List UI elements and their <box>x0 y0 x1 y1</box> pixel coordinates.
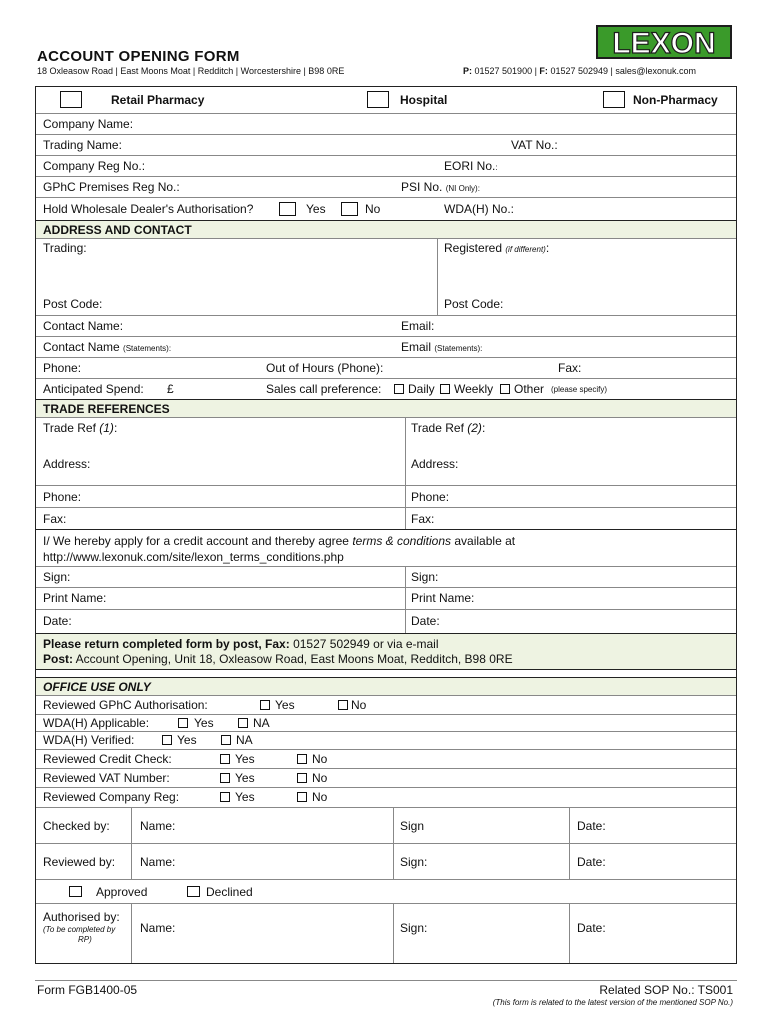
authorised-by-row[interactable] <box>36 903 736 963</box>
eori-text: EORI No. <box>444 159 496 173</box>
credit-no-checkbox[interactable] <box>297 754 307 764</box>
wholesale-row <box>36 197 736 220</box>
wda-applicable-na-checkbox[interactable] <box>238 718 248 728</box>
trade-ref-1-fax-label: Fax: <box>43 512 67 526</box>
related-sop: Related SOP No.: TS001 <box>599 983 733 997</box>
gphc-label: GPhC Premises Reg No.: <box>43 180 180 194</box>
reviewed-name-label: Name: <box>140 855 176 869</box>
authorised-divider-2 <box>393 904 394 963</box>
authorised-date-label: Date: <box>577 921 606 935</box>
return-line-1 <box>43 637 439 651</box>
please-specify-note: (please specify) <box>551 385 608 394</box>
trade-phone-row[interactable] <box>36 485 736 507</box>
eori-colon: : <box>495 163 498 172</box>
trade-references-heading: TRADE REFERENCES <box>43 402 170 416</box>
email-label: Email: <box>401 319 435 333</box>
daily-checkbox[interactable] <box>394 384 404 394</box>
wda-verified-yes-label: Yes <box>177 733 197 747</box>
wda-verified-na-label: NA <box>236 733 253 747</box>
out-of-hours-label: Out of Hours (Phone): <box>266 361 384 375</box>
wholesale-no-checkbox[interactable] <box>341 202 358 216</box>
company-reg-review-label: Reviewed Company Reg: <box>43 790 180 804</box>
office-gphc-label: Reviewed GPhC Authorisation: <box>43 698 208 712</box>
form-title: ACCOUNT OPENING FORM <box>37 48 240 65</box>
trade-ref-2-label <box>411 421 485 435</box>
approved-checkbox[interactable] <box>69 886 82 897</box>
wda-verified-yes-checkbox[interactable] <box>162 735 172 745</box>
company-reg-no-checkbox[interactable] <box>297 792 307 802</box>
gphc-yes-label: Yes <box>275 698 295 712</box>
trading-name-row[interactable] <box>36 134 736 155</box>
wda-applicable-label: WDA(H) Applicable: <box>43 716 150 730</box>
gphc-row[interactable] <box>36 176 736 197</box>
trade-ref-1-phone-label: Phone: <box>43 490 82 504</box>
other-label: Other <box>514 382 545 396</box>
vat-yes-label: Yes <box>235 771 255 785</box>
contact-name-stmt-text: Contact Name <box>43 340 120 354</box>
sign-row[interactable] <box>36 566 736 587</box>
if-different-note: (if different) <box>505 245 546 254</box>
print-name-divider <box>405 588 406 609</box>
trading-name-label: Trading Name: <box>43 138 122 152</box>
sign-label-1: Sign: <box>43 570 71 584</box>
approved-label: Approved <box>96 885 148 899</box>
email-address: sales@lexonuk.com <box>615 66 697 76</box>
form-number: Form FGB1400-05 <box>37 983 138 997</box>
authorised-sign-label: Sign: <box>400 921 428 935</box>
reviewed-sign-label: Sign: <box>400 855 428 869</box>
hospital-checkbox[interactable] <box>367 91 389 108</box>
trade-phone-divider <box>405 486 406 507</box>
office-credit-row <box>36 749 736 768</box>
address-contact-heading-row <box>36 220 736 238</box>
date-label-1: Date: <box>43 614 72 628</box>
trade-ref-2-address-label: Address: <box>411 457 459 471</box>
non-pharmacy-label: Non-Pharmacy <box>633 93 718 107</box>
wda-verified-label: WDA(H) Verified: <box>43 733 135 747</box>
statements-note-2: (Statements): <box>434 344 483 353</box>
trade-ref-1-address-label: Address: <box>43 457 91 471</box>
trade-ref-1-num: (1) <box>99 421 114 435</box>
fax-label-field: Fax: <box>558 361 582 375</box>
contact-name-label: Contact Name: <box>43 319 124 333</box>
authorised-note-1: (To be completed by <box>43 925 116 934</box>
trade-ref-1-label <box>43 421 117 435</box>
agreement-text-a: I/ We hereby apply for a credit account and thereby agree <box>43 534 349 548</box>
lexon-logo <box>596 22 732 62</box>
gphc-no-checkbox[interactable] <box>338 700 348 710</box>
terms-url[interactable]: http://www.lexonuk.com/site/lexon_terms_conditions.php <box>43 550 344 564</box>
gphc-no-label: No <box>351 698 367 712</box>
authorised-by-label: Authorised by: <box>43 910 120 924</box>
registered-address-label <box>444 241 549 255</box>
hospital-label: Hospital <box>400 93 448 107</box>
registered-post-code-label: Post Code: <box>444 297 504 311</box>
checked-sign-label: Sign <box>400 819 425 833</box>
reviewed-divider-1 <box>131 844 132 879</box>
office-use-heading: OFFICE USE ONLY <box>43 680 151 694</box>
trade-references-heading-row <box>36 399 736 417</box>
registered-text: Registered <box>444 241 503 255</box>
non-pharmacy-checkbox[interactable] <box>603 91 625 108</box>
psi-text: PSI No. <box>401 180 443 194</box>
reviewed-divider-3 <box>569 844 570 879</box>
office-wda-applicable-row <box>36 714 736 731</box>
account-type-row <box>36 87 736 113</box>
wda-verified-na-checkbox[interactable] <box>221 735 231 745</box>
vat-label: VAT No.: <box>511 138 558 152</box>
weekly-checkbox[interactable] <box>440 384 450 394</box>
return-line-2-bold: Post: <box>43 652 73 666</box>
sign-divider <box>405 567 406 587</box>
trade-ref-2-fax-label: Fax: <box>411 512 435 526</box>
phone-label: P: <box>463 66 472 76</box>
return-line-1-rest: 01527 502949 or via e-mail <box>293 637 439 651</box>
wholesale-no-label: No <box>365 202 381 216</box>
company-name-row[interactable] <box>36 113 736 134</box>
wda-applicable-yes-label: Yes <box>194 716 214 730</box>
wholesale-yes-checkbox[interactable] <box>279 202 296 216</box>
retail-pharmacy-checkbox[interactable] <box>60 91 82 108</box>
wholesale-question: Hold Wholesale Dealer's Authorisation? <box>43 202 254 216</box>
section-gap <box>36 669 736 677</box>
company-reg-row[interactable] <box>36 155 736 176</box>
office-wda-verified-row <box>36 731 736 749</box>
trade-ref-2-phone-label: Phone: <box>411 490 450 504</box>
checked-date-label: Date: <box>577 819 606 833</box>
logo-text: LEXON <box>612 27 716 60</box>
statements-contact-row[interactable] <box>36 336 736 357</box>
declined-checkbox[interactable] <box>187 886 200 897</box>
daily-label: Daily <box>408 382 435 396</box>
trade-ref-2-text: Trade Ref <box>411 421 464 435</box>
credit-yes-checkbox[interactable] <box>220 754 230 764</box>
psi-label <box>401 180 480 194</box>
retail-pharmacy-label: Retail Pharmacy <box>111 93 205 107</box>
trade-ref-1-text: Trade Ref <box>43 421 96 435</box>
weekly-label: Weekly <box>454 382 494 396</box>
reviewed-date-label: Date: <box>577 855 606 869</box>
fax-label: F: <box>539 66 548 76</box>
address-divider <box>437 239 438 315</box>
trade-fax-divider <box>405 508 406 529</box>
wda-applicable-na-label: NA <box>253 716 270 730</box>
other-checkbox[interactable] <box>500 384 510 394</box>
eori-label <box>444 159 498 173</box>
authorised-name-label: Name: <box>140 921 176 935</box>
phone-number: 01527 501900 <box>474 66 533 76</box>
account-form <box>35 86 737 964</box>
reviewed-divider-2 <box>393 844 394 879</box>
checked-divider-2 <box>393 808 394 843</box>
wda-applicable-yes-checkbox[interactable] <box>178 718 188 728</box>
registered-colon: : <box>545 241 550 255</box>
reviewed-by-row[interactable] <box>36 843 736 879</box>
date-row[interactable] <box>36 609 736 633</box>
trade-ref-1-colon: : <box>113 421 118 435</box>
return-line-1-bold: Please return completed form by post, Fax: <box>43 637 290 651</box>
vat-no-checkbox[interactable] <box>297 773 307 783</box>
reviewed-by-label: Reviewed by: <box>43 855 116 869</box>
return-instructions-row <box>36 633 736 669</box>
office-vat-row <box>36 768 736 787</box>
statements-contact-label <box>43 340 171 354</box>
return-line-2-rest: Account Opening, Unit 18, Oxleasow Road, East Moons Moat, Redditch, B98 0RE <box>75 652 513 666</box>
wda-no-label: WDA(H) No.: <box>444 202 514 216</box>
phone-row[interactable] <box>36 357 736 378</box>
trade-ref-2-num: (2) <box>467 421 482 435</box>
credit-yes-label: Yes <box>235 752 255 766</box>
authorised-note-2: RP) <box>78 935 92 944</box>
vat-no-label: No <box>312 771 328 785</box>
company-reg-no-label: No <box>312 790 328 804</box>
company-name-label: Company Name: <box>43 117 134 131</box>
footer-note: (This form is related to the latest version of the mentioned SOP No.) <box>492 998 733 1007</box>
agreement-text-b: available at <box>454 534 516 548</box>
trade-fax-row[interactable] <box>36 507 736 529</box>
declined-label: Declined <box>206 885 253 899</box>
authorised-divider-1 <box>131 904 132 963</box>
checked-divider-1 <box>131 808 132 843</box>
terms-conditions-link[interactable]: terms & conditions <box>352 534 452 548</box>
checked-divider-3 <box>569 808 570 843</box>
credit-no-label: No <box>312 752 328 766</box>
fax-number: 01527 502949 <box>550 66 608 76</box>
office-gphc-row <box>36 695 736 714</box>
approval-row <box>36 879 736 903</box>
company-address: 18 Oxleasow Road | East Moons Moat | Redditch | Worcestershire | B98 0RE <box>37 66 345 76</box>
office-use-heading-row <box>36 677 736 695</box>
company-contact: P: 01527 501900 | F: 01527 502949 | sales@lexonuk.com <box>463 66 697 76</box>
print-name-row[interactable] <box>36 587 736 609</box>
agreement-row <box>36 529 736 566</box>
company-reg-yes-checkbox[interactable] <box>220 792 230 802</box>
company-reg-label: Company Reg No.: <box>43 159 146 173</box>
trading-address-label: Trading: <box>43 241 87 255</box>
return-line-2 <box>43 652 513 666</box>
gphc-yes-checkbox[interactable] <box>260 700 270 710</box>
date-divider <box>405 610 406 633</box>
trade-ref-divider <box>405 418 406 485</box>
sales-call-label: Sales call preference: <box>266 382 382 396</box>
print-name-label-2: Print Name: <box>411 591 475 605</box>
currency-symbol: £ <box>167 382 174 396</box>
email-stmt-text: Email <box>401 340 432 354</box>
anticipated-spend-label: Anticipated Spend: <box>43 382 144 396</box>
checked-name-label: Name: <box>140 819 176 833</box>
print-name-label-1: Print Name: <box>43 591 107 605</box>
footer-rule <box>35 980 737 981</box>
checked-by-label: Checked by: <box>43 819 110 833</box>
company-reg-yes-label: Yes <box>235 790 255 804</box>
address-row <box>36 238 736 315</box>
psi-note: (NI Only): <box>445 184 480 193</box>
statements-email-label <box>401 340 482 354</box>
credit-check-label: Reviewed Credit Check: <box>43 752 172 766</box>
vat-yes-checkbox[interactable] <box>220 773 230 783</box>
date-label-2: Date: <box>411 614 440 628</box>
office-company-reg-row <box>36 787 736 807</box>
wholesale-yes-label: Yes <box>306 202 326 216</box>
trade-ref-2-colon: : <box>481 421 486 435</box>
address-contact-heading: ADDRESS AND CONTACT <box>43 223 192 237</box>
phone-label-field: Phone: <box>43 361 82 375</box>
trading-post-code-label: Post Code: <box>43 297 103 311</box>
spend-row <box>36 378 736 399</box>
authorised-divider-3 <box>569 904 570 963</box>
contact-name-row[interactable] <box>36 315 736 336</box>
agreement-line-1 <box>43 534 515 548</box>
sign-label-2: Sign: <box>411 570 439 584</box>
checked-by-row[interactable] <box>36 807 736 843</box>
statements-note-1: (Statements): <box>123 344 172 353</box>
vat-number-label: Reviewed VAT Number: <box>43 771 170 785</box>
trade-ref-row <box>36 417 736 485</box>
